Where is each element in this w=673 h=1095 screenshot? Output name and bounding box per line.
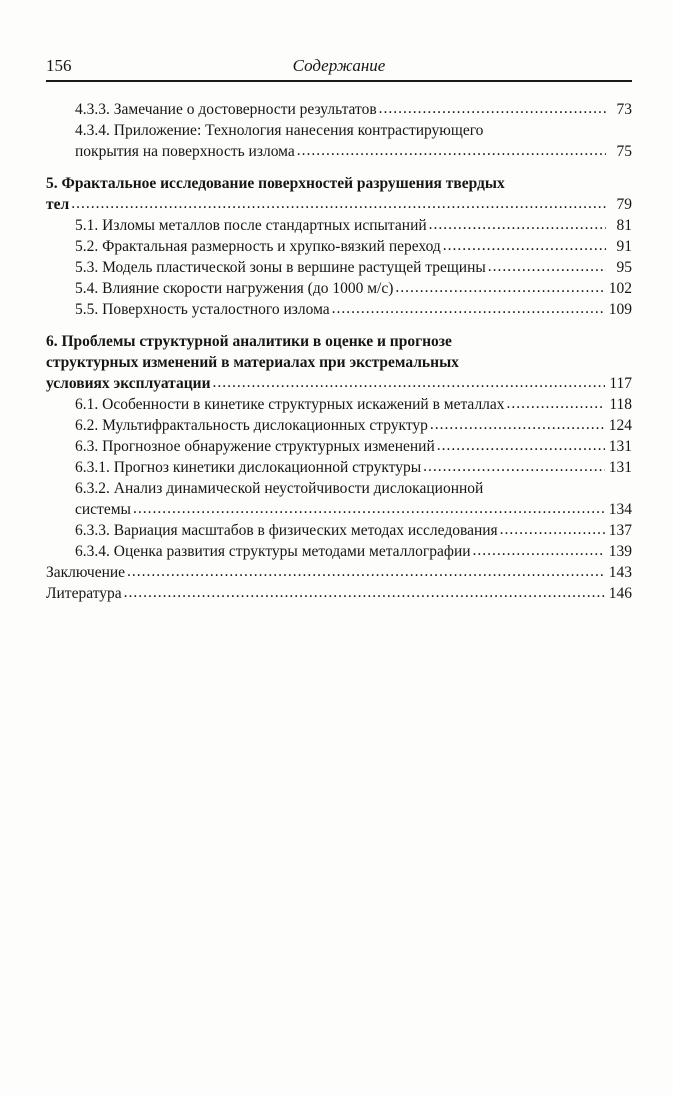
toc-entry[interactable] bbox=[46, 236, 632, 257]
toc-entry-row bbox=[75, 299, 632, 320]
toc-entry-page-number: 146 bbox=[608, 585, 632, 602]
toc-entry-row bbox=[75, 141, 632, 162]
toc-entry[interactable] bbox=[46, 436, 632, 457]
toc-entry[interactable] bbox=[46, 299, 632, 320]
toc-entry[interactable] bbox=[46, 583, 632, 604]
dot-leader bbox=[507, 393, 606, 414]
dot-leader bbox=[297, 140, 606, 161]
toc-entry-title: 6.3.3. Вариация масштабов в физических методах исследования bbox=[75, 522, 498, 539]
toc-entry-page-number: 131 bbox=[608, 438, 632, 455]
toc-entry[interactable] bbox=[46, 99, 632, 120]
toc-entry-row bbox=[75, 278, 632, 299]
toc-entry-page-number: 118 bbox=[609, 396, 632, 413]
toc-entry-row bbox=[75, 436, 632, 457]
page-number: 156 bbox=[46, 56, 72, 75]
dot-leader bbox=[437, 435, 605, 456]
toc-entry-row bbox=[75, 99, 632, 120]
dot-leader bbox=[71, 193, 606, 214]
toc-entry-title: 6.3. Прогнозное обнаружение структурных изменений bbox=[75, 438, 435, 455]
toc-entry-title-line: 6.3.2. Анализ динамической неустойчивости дислокационной bbox=[75, 480, 484, 497]
toc-entry-title: тел bbox=[46, 196, 70, 213]
toc-entry-title-line: структурных изменений в материалах при экстремальных bbox=[46, 354, 459, 371]
toc-entry-title: 5.3. Модель пластической зоны в вершине растущей трещины bbox=[75, 259, 486, 276]
toc-entry-row bbox=[75, 215, 632, 236]
toc-entry[interactable] bbox=[46, 562, 632, 583]
toc-entry-page-number: 137 bbox=[608, 522, 632, 539]
toc-entry-row bbox=[46, 583, 632, 604]
toc-entry-title: 6.1. Особенности в кинетике структурных искажений в металлах bbox=[75, 396, 505, 413]
toc-entry[interactable] bbox=[46, 173, 632, 215]
toc-entry-row bbox=[46, 373, 632, 394]
toc-entry-page-number: 131 bbox=[608, 459, 632, 476]
toc-entry-title: покрытия на поверхность излома bbox=[75, 143, 295, 160]
dot-leader bbox=[429, 214, 606, 235]
toc-entry-title: системы bbox=[75, 501, 131, 518]
toc-entry-page-number: 81 bbox=[616, 217, 632, 234]
toc-entry-row bbox=[75, 257, 632, 278]
dot-leader bbox=[500, 519, 605, 540]
dot-leader bbox=[473, 540, 605, 561]
toc-entry-page-number: 95 bbox=[616, 259, 632, 276]
dot-leader bbox=[213, 372, 606, 393]
toc-entry-page-number: 102 bbox=[608, 280, 632, 297]
toc-entry-row bbox=[75, 499, 632, 520]
toc-entry-row bbox=[75, 541, 632, 562]
dot-leader bbox=[127, 561, 605, 582]
toc-entry-row bbox=[75, 457, 632, 478]
dot-leader bbox=[332, 298, 605, 319]
toc-entry[interactable] bbox=[46, 541, 632, 562]
toc-entry-row bbox=[75, 236, 632, 257]
toc-entry-page-number: 117 bbox=[609, 375, 632, 392]
toc-entry-title: 5.5. Поверхность усталостного излома bbox=[75, 301, 330, 318]
running-title: Содержание bbox=[292, 56, 386, 75]
toc-entry-page-number: 79 bbox=[616, 196, 632, 213]
toc-entry-page-number: 73 bbox=[616, 101, 632, 118]
toc-entry-title-line: 5. Фрактальное исследование поверхностей разрушения твердых bbox=[46, 175, 505, 192]
toc-entry-title: 5.2. Фрактальная размерность и хрупко-вязкий переход bbox=[75, 238, 441, 255]
toc-entry-page-number: 124 bbox=[608, 417, 632, 434]
toc-entry-page-number: 91 bbox=[616, 238, 632, 255]
toc-entry-title: Литература bbox=[46, 585, 122, 602]
toc-entry-page-number: 109 bbox=[608, 301, 632, 318]
table-of-contents bbox=[46, 99, 632, 604]
toc-entry-title-line: 4.3.4. Приложение: Технология нанесения контрастирующего bbox=[75, 122, 484, 139]
toc-entry[interactable] bbox=[46, 331, 632, 394]
toc-entry-row bbox=[46, 194, 632, 215]
toc-entry-page-number: 143 bbox=[608, 564, 632, 581]
dot-leader bbox=[379, 98, 606, 119]
toc-entry[interactable] bbox=[46, 215, 632, 236]
dot-leader bbox=[430, 414, 605, 435]
toc-entry-page-number: 139 bbox=[608, 543, 632, 560]
toc-entry[interactable] bbox=[46, 457, 632, 478]
toc-entry-title: 5.4. Влияние скорости нагружения (до 1000 м/с) bbox=[75, 280, 394, 297]
toc-entry[interactable] bbox=[46, 278, 632, 299]
toc-entry-title-line: 6. Проблемы структурной аналитики в оценке и прогнозе bbox=[46, 333, 452, 350]
toc-entry-row bbox=[75, 394, 632, 415]
toc-entry-title: 6.3.1. Прогноз кинетики дислокационной структуры bbox=[75, 459, 422, 476]
toc-entry-title: 4.3.3. Замечание о достоверности результатов bbox=[75, 101, 377, 118]
toc-entry[interactable] bbox=[46, 120, 632, 162]
dot-leader bbox=[488, 256, 606, 277]
toc-entry-title: условиях эксплуатации bbox=[46, 375, 211, 392]
toc-entry[interactable] bbox=[46, 478, 632, 520]
dot-leader bbox=[395, 277, 604, 298]
toc-entry[interactable] bbox=[46, 415, 632, 436]
toc-entry[interactable] bbox=[46, 257, 632, 278]
page-header bbox=[46, 56, 632, 82]
toc-entry[interactable] bbox=[46, 520, 632, 541]
toc-entry-row bbox=[46, 562, 632, 583]
toc-entry-title: 6.2. Мультифрактальность дислокационных структур bbox=[75, 417, 428, 434]
toc-entry[interactable] bbox=[46, 394, 632, 415]
toc-entry-row bbox=[75, 520, 632, 541]
dot-leader bbox=[443, 235, 606, 256]
toc-entry-title: 5.1. Изломы металлов после стандартных испытаний bbox=[75, 217, 427, 234]
dot-leader bbox=[124, 582, 605, 603]
toc-entry-title: Заключение bbox=[46, 564, 126, 581]
dot-leader bbox=[133, 498, 605, 519]
toc-entry-page-number: 75 bbox=[616, 143, 632, 160]
toc-entry-page-number: 134 bbox=[608, 501, 632, 518]
dot-leader bbox=[423, 456, 605, 477]
toc-entry-row bbox=[75, 415, 632, 436]
toc-entry-title: 6.3.4. Оценка развития структуры методами металлографии bbox=[75, 543, 471, 560]
